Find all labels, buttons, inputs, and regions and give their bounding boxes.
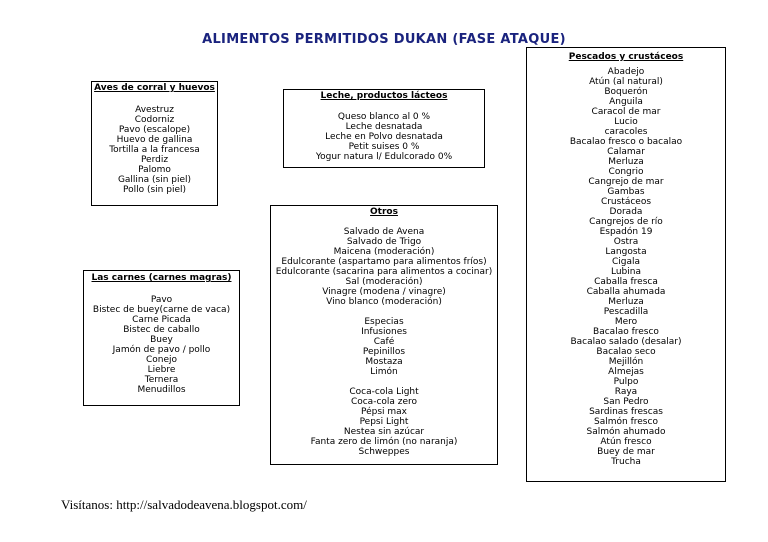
list-item: Langosta — [605, 247, 647, 257]
list-item: Merluza — [608, 297, 644, 307]
list-item: Pépsi max — [360, 407, 407, 417]
list-item: Bacalao fresco o bacalao — [569, 137, 683, 147]
pescados-box — [526, 47, 726, 482]
list-item: Pescadilla — [603, 307, 649, 317]
spacer — [271, 377, 497, 387]
aves-list — [92, 105, 217, 195]
otros-group1 — [271, 227, 497, 307]
list-item: Mostaza — [365, 357, 403, 367]
list-item: Atún (al natural) — [589, 77, 663, 87]
list-item: Salmón fresco — [594, 417, 658, 427]
list-item: Edulcorante (aspartamo para alimentos fríos) — [281, 257, 487, 267]
list-item: Calamar — [607, 147, 645, 157]
list-item: Fanta zero de limón (no naranja) — [310, 437, 458, 447]
list-item: Crustáceos — [600, 197, 652, 207]
list-item: Abadejo — [607, 67, 645, 77]
list-item: Mejillón — [608, 357, 644, 367]
list-item: Salvado de Avena — [343, 227, 425, 237]
list-item: San Pedro — [603, 397, 649, 407]
otros-group3 — [271, 387, 497, 457]
list-item: Menudillos — [137, 385, 186, 395]
list-item: Espadón 19 — [599, 227, 653, 237]
list-item: Dorada — [609, 207, 643, 217]
list-item: Salmón ahumado — [586, 427, 666, 437]
pescados-header: Pescados y crustáceos — [568, 52, 684, 62]
list-item: Buey de mar — [597, 447, 655, 457]
list-item: Buey — [150, 335, 173, 345]
list-item: Nestea sin azúcar — [343, 427, 425, 437]
list-item: Bistec de caballo — [123, 325, 200, 335]
list-item: Raya — [614, 387, 638, 397]
list-item: Boquerón — [604, 87, 648, 97]
list-item: Conejo — [145, 355, 178, 365]
list-item: Caballa fresca — [594, 277, 658, 287]
list-item: Perdiz — [140, 155, 169, 165]
list-item: Tortilla a la francesa — [109, 145, 200, 155]
list-item: Codorniz — [134, 115, 175, 125]
list-item: caracoles — [604, 127, 648, 137]
list-item: Leche en Polvo desnatada — [325, 132, 443, 142]
list-item: Lubina — [611, 267, 641, 277]
leche-box — [283, 89, 485, 168]
list-item: Gallina (sin piel) — [117, 175, 192, 185]
list-item: Edulcorante (sacarina para alimentos a cocinar) — [275, 267, 493, 277]
list-item: Sardinas frescas — [589, 407, 663, 417]
list-item: Jamón de pavo / pollo — [112, 345, 211, 355]
list-item: Café — [373, 337, 395, 347]
list-item: Ostra — [613, 237, 639, 247]
leche-header: Leche, productos lácteos — [320, 91, 448, 101]
list-item: Atún fresco — [600, 437, 652, 447]
list-item: Merluza — [608, 157, 644, 167]
list-item: Coca-cola zero — [350, 397, 418, 407]
list-item: Avestruz — [135, 105, 174, 115]
list-item: Liebre — [147, 365, 176, 375]
list-item: Ternera — [144, 375, 179, 385]
list-item: Schweppes — [358, 447, 410, 457]
otros-box — [270, 205, 498, 465]
list-item: Leche desnatada — [345, 122, 423, 132]
list-item: Pepsi Light — [359, 417, 409, 427]
footer-link[interactable]: Visítanos: http://salvadodeavena.blogspot.com/ — [61, 497, 307, 512]
list-item: Pollo (sin piel) — [122, 185, 186, 195]
list-item: Maicena (moderación) — [333, 247, 435, 257]
page-title: ALIMENTOS PERMITIDOS DUKAN (FASE ATAQUE) — [202, 32, 566, 47]
list-item: Pavo — [150, 295, 173, 305]
list-item: Cangrejos de río — [589, 217, 663, 227]
otros-group2 — [271, 317, 497, 377]
list-item: Congrio — [608, 167, 644, 177]
list-item: Yogur natura l/ Edulcorado 0% — [315, 152, 453, 162]
carnes-list — [84, 295, 239, 395]
list-item: Carne Picada — [132, 315, 191, 325]
carnes-box — [83, 270, 240, 406]
otros-header: Otros — [370, 207, 398, 217]
list-item: Bacalao seco — [596, 347, 656, 357]
list-item: Pepinillos — [362, 347, 406, 357]
list-item: Salvado de Trigo — [346, 237, 422, 247]
list-item: Caballa ahumada — [586, 287, 666, 297]
list-item: Bacalao salado (desalar) — [570, 337, 682, 347]
list-item: Queso blanco al 0 % — [337, 112, 431, 122]
list-item: Anguila — [609, 97, 643, 107]
list-item: Cigala — [611, 257, 641, 267]
aves-box — [91, 81, 218, 206]
list-item: Caracol de mar — [591, 107, 661, 117]
pescados-list — [527, 67, 725, 467]
list-item: Lucio — [614, 117, 638, 127]
spacer — [271, 307, 497, 317]
list-item: Vino blanco (moderación) — [326, 297, 442, 307]
list-item: Limón — [370, 367, 398, 377]
list-item: Petit suises 0 % — [348, 142, 420, 152]
list-item: Trucha — [611, 457, 641, 467]
list-item: Pulpo — [613, 377, 639, 387]
list-item: Palomo — [138, 165, 171, 175]
list-item: Mero — [614, 317, 638, 327]
aves-header: Aves de corral y huevos — [94, 83, 215, 93]
list-item: Coca-cola Light — [349, 387, 419, 397]
list-item: Gambas — [607, 187, 645, 197]
list-item: Cangrejo de mar — [588, 177, 664, 187]
list-item: Almejas — [608, 367, 644, 377]
list-item: Bistec de buey(carne de vaca) — [92, 305, 231, 315]
list-item: Infusiones — [361, 327, 407, 337]
leche-list — [284, 112, 484, 162]
list-item: Sal (moderación) — [345, 277, 423, 287]
list-item: Pavo (escalope) — [118, 125, 191, 135]
list-item: Vinagre (modena / vinagre) — [322, 287, 446, 297]
list-item: Huevo de gallina — [116, 135, 193, 145]
list-item: Especias — [364, 317, 404, 327]
list-item: Bacalao fresco — [593, 327, 659, 337]
carnes-header: Las carnes (carnes magras) — [91, 273, 232, 283]
